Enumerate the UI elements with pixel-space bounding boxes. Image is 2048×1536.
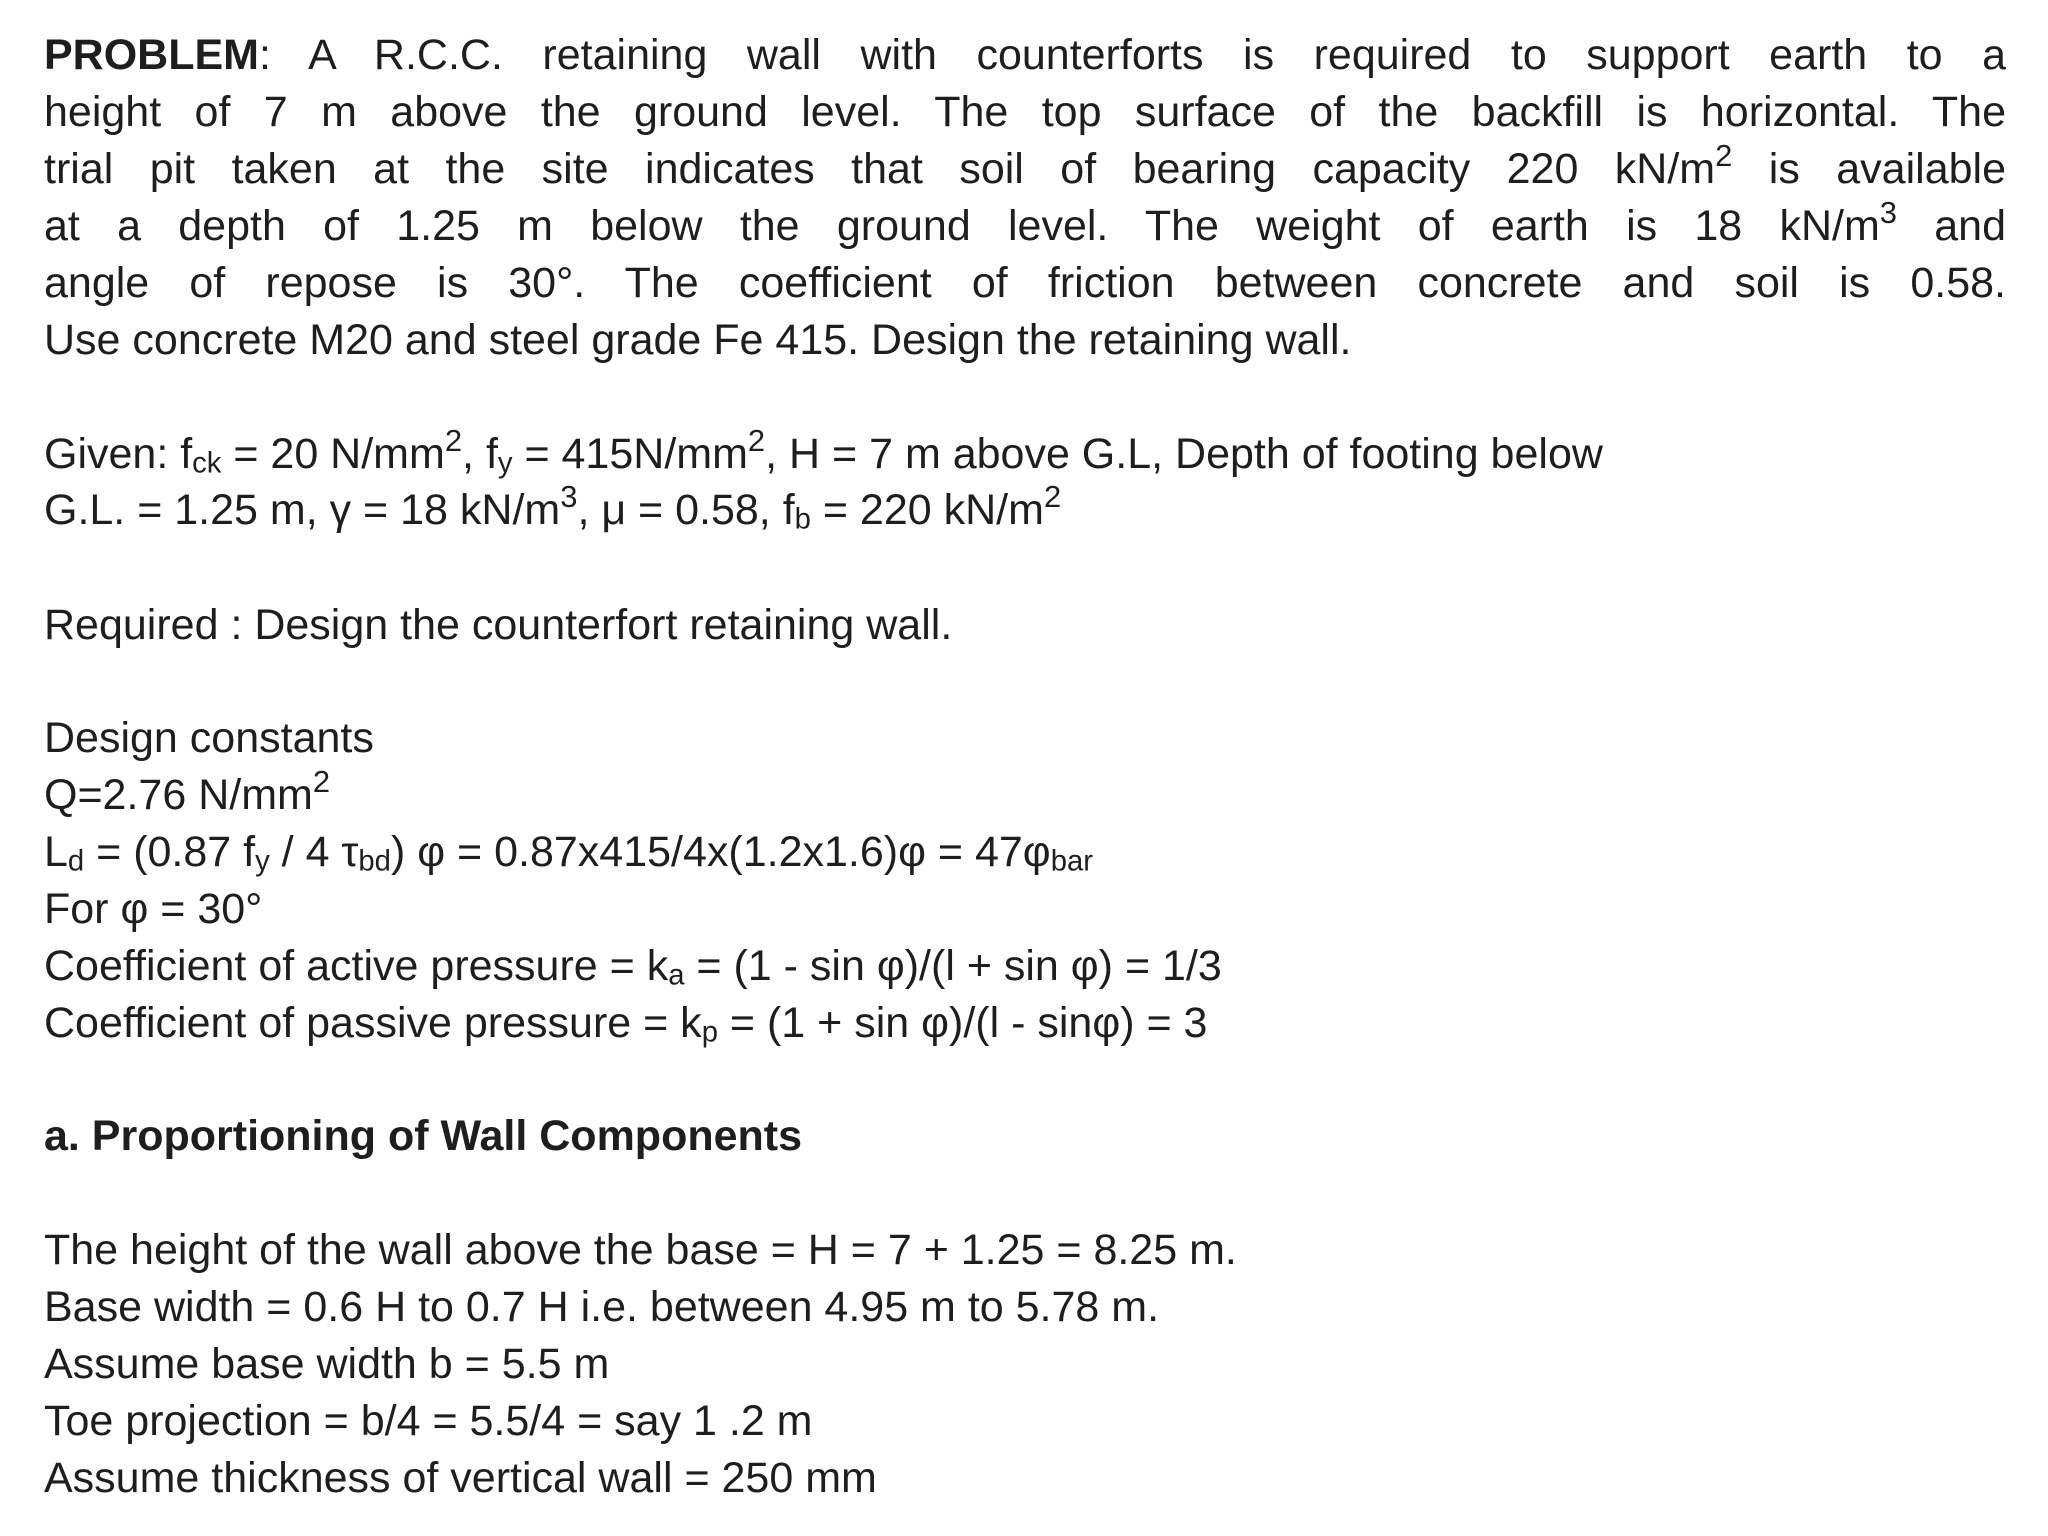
passive-pressure-coefficient: Coefficient of passive pressure = $k_p = (1 + \sin \varphi)/(l - \sin\varphi) = 3$ (44, 999, 1208, 1049)
section-a-heading: a. Proportioning of Wall Components (44, 1112, 803, 1160)
section-a-line: Assume thickness of vertical wall = 250 mm (44, 1454, 877, 1502)
problem-line-6: Use concrete M20 and steel grade Fe 415. Design the retaining wall. (44, 316, 1352, 364)
given-line-1: Given: $f_{ck} = 20$ $N/mm^2$, $f_y = 415N/mm^2$, H = 7 m above G.L, Depth of footing below (44, 422, 1603, 480)
active-pressure-coefficient: Coefficient of active pressure = $k_a = (1 - \sin \varphi)/(l + \sin \varphi) = 1/3$ (44, 942, 1222, 992)
q-constant: Q=2.76 $N/mm^2$ (44, 763, 331, 819)
problem-line-1: PROBLEM: A R.C.C. retaining wall with counterforts is required to support earth to a (44, 31, 2006, 79)
problem-line-5: angle of repose is 30°. The coefficient of friction between concrete and soil is 0.58. (44, 259, 2006, 307)
development-length: $L_d = (0.87$ $f_y / 4$ $\tau_{bd}$) $\varphi = 0.87x415/4x(1.2x1.6)\varphi = 47\varphi_{bar}$ (44, 828, 1093, 878)
phi-value: For φ = 30° (44, 885, 263, 933)
problem-line-3: trial pit taken at the site indicates that soil of bearing capacity 220 $kN/m^2$ is available (44, 137, 2006, 193)
section-a-line: Base width = 0.6 H to 0.7 H i.e. between 4.95 m to 5.78 m. (44, 1283, 1160, 1331)
problem-label: PROBLEM (44, 31, 259, 79)
problem-line-4: at a depth of 1.25 m below the ground level. The weight of earth is 18 $kN/m^3$ and (44, 194, 2006, 250)
given-line-2: G.L. = 1.25 m, γ = 18 $kN/m^3$, μ = 0.58, $f_b = 220$ $kN/m^2$ (44, 478, 1062, 536)
section-a-line: Assume base width b = 5.5 m (44, 1340, 610, 1388)
section-a-line: Toe projection = b/4 = 5.5/4 = say 1 .2 m (44, 1397, 813, 1445)
section-a-line: The height of the wall above the base = H = 7 + 1.25 = 8.25 m. (44, 1226, 1237, 1274)
design-constants-heading: Design constants (44, 714, 374, 762)
problem-line-2: height of 7 m above the ground level. The top surface of the backfill is horizontal. The (44, 88, 2006, 136)
required-line: Required : Design the counterfort retaining wall. (44, 601, 953, 649)
